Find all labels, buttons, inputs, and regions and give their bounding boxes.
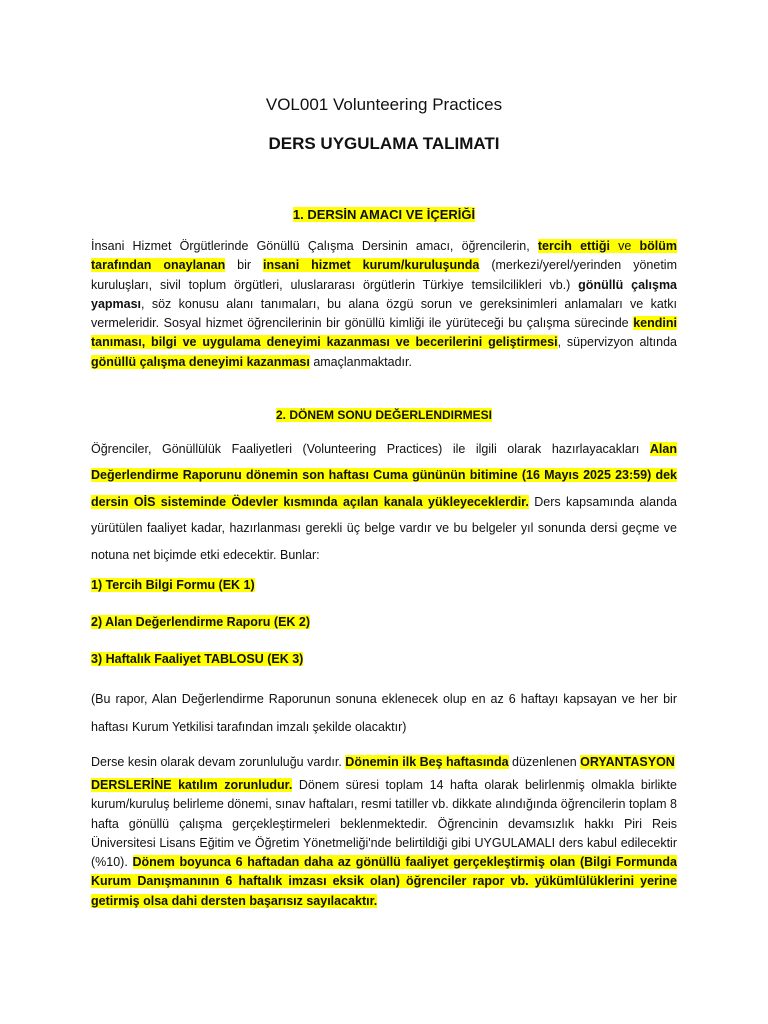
att-text: Dönem süresi toplam 14 hafta olarak belirlenmiş olmakla birlikte kurum/kuruluş belirleme dönemi, sınav haftaları, resmi tatiller vb. dikkate alındığında öğrencilerin toplam 8 hafta gönüllü çalışma gerçekleştirmeleri beklenmektedir. Öğrencinin devamsızlık hakkı Piri Reis Üniversitesi Lisans Eğitim ve Öğretim Yönetmeliği'nde belirtildiği gibi UYGULAMALI ders kabul edilecektir (%10). xyxy=(91,778,677,870)
section1-heading-wrap xyxy=(0,207,768,222)
report-note: (Bu rapor, Alan Değerlendirme Raporunun sonuna eklenecek olup en az 6 haftayı kapsayan ve her bir haftası Kurum Yetkilisi tarafından imzalı şekilde olacaktır) xyxy=(91,692,677,734)
s1-text: amaçlanmaktadır. xyxy=(309,354,412,369)
document-title: VOL001 Volunteering Practices xyxy=(265,95,503,114)
att-text: düzenlenen xyxy=(508,755,581,769)
s1-text: bir xyxy=(225,258,264,273)
list-item-label: 2) Alan Değerlendirme Raporu (EK 2) xyxy=(91,615,311,629)
s2-text: Öğrenciler, Gönüllülük Faaliyetleri (Volunteering Practices) ile ilgili olarak hazırlayacakları xyxy=(91,442,650,456)
list-item-3 xyxy=(91,652,303,666)
s1-text: (merkezi/yerel/yerinden yönetim kuruluşları, sivil toplum örgütleri, uluslararası örgütlerin Türkiye temsilcilikleri vb.) xyxy=(91,258,677,292)
att-highlight: DERSLERİNE katılım zorunludur. xyxy=(91,778,293,792)
section1-paragraph xyxy=(91,237,677,372)
section2-heading-wrap xyxy=(0,408,768,422)
att-highlight: Dönemin ilk Beş haftasında xyxy=(345,755,509,769)
s1-highlight: tercih ettiği xyxy=(537,239,610,253)
document-subtitle: DERS UYGULAMA TALIMATI xyxy=(268,134,500,153)
section1-heading: 1. DERSİN AMACI VE İÇERİĞİ xyxy=(292,207,476,222)
s1-highlight: bölüm tarafından onaylanan xyxy=(91,239,677,273)
s1-text: , söz konusu alanı tanımaları, bu alana özgü sorun ve gereksinimleri anlamaları ve katkı vermeleridir. Sosyal hizmet öğrencilerinin bir gönüllü kimliği ile yürüteceği bu çalışma sürecinde xyxy=(91,296,677,331)
s1-highlight: insani hizmet kurum/kuruluşunda xyxy=(263,258,480,273)
list-item-1 xyxy=(91,578,255,592)
s1-text: ve xyxy=(609,239,640,253)
s2-text: Ders kapsamında alanda yürütülen faaliyet kadar, hazırlanması gerekli üç belge vardır ve bu belgeler yıl sonunda dersi geçme ve notuna net biçimde etki edecektir. Bunlar: xyxy=(91,494,677,562)
list-item-2 xyxy=(91,615,310,629)
attendance-line xyxy=(91,748,677,776)
s1-text: İnsani Hizmet Örgütlerinde Gönüllü Çalışma Dersinin amacı, öğrencilerin, xyxy=(91,239,538,253)
section2-heading: 2. DÖNEM SONU DEĞERLENDIRMESI xyxy=(275,408,493,422)
list-item-label: 3) Haftalık Faaliyet TABLOSU (EK 3) xyxy=(91,652,304,666)
s1-highlight: gönüllü çalışma deneyimi kazanması xyxy=(91,354,310,369)
attendance-paragraph xyxy=(91,776,677,911)
att-text: Derse kesin olarak devam zorunluluğu vardır. xyxy=(91,755,346,769)
s1-bold: gönüllü çalışma yapması xyxy=(91,277,678,311)
att-highlight: Dönem boyunca 6 haftadan daha az gönüllü faaliyet gerçekleştirmiş olan (Bilgi Formunda Kurum Danışmanının 6 haftalık imzası eksik olan) öğrenciler rapor vb. yükümlülüklerini yerine getirmiş olsa dahi dersten başarısız sayılacaktır. xyxy=(91,855,678,908)
list-item-label: 1) Tercih Bilgi Formu (EK 1) xyxy=(91,578,255,592)
s1-text: , süpervizyon altında xyxy=(557,335,677,350)
s1-highlight: kendini tanıması, bilgi ve uygulama deneyimi kazanması ve becerilerini geliştirmesi xyxy=(91,316,677,350)
s2-highlight: Alan Değerlendirme Raporunu dönemin son haftası Cuma gününün bitimine (16 Mayıs 2025 23:59) dek dersin OİS sisteminde Ödevler kısmında açılan kanala yükleyeceklerdir. xyxy=(91,442,677,509)
section2-paragraph xyxy=(91,436,677,568)
att-highlight: ORYANTASYON xyxy=(580,755,675,769)
